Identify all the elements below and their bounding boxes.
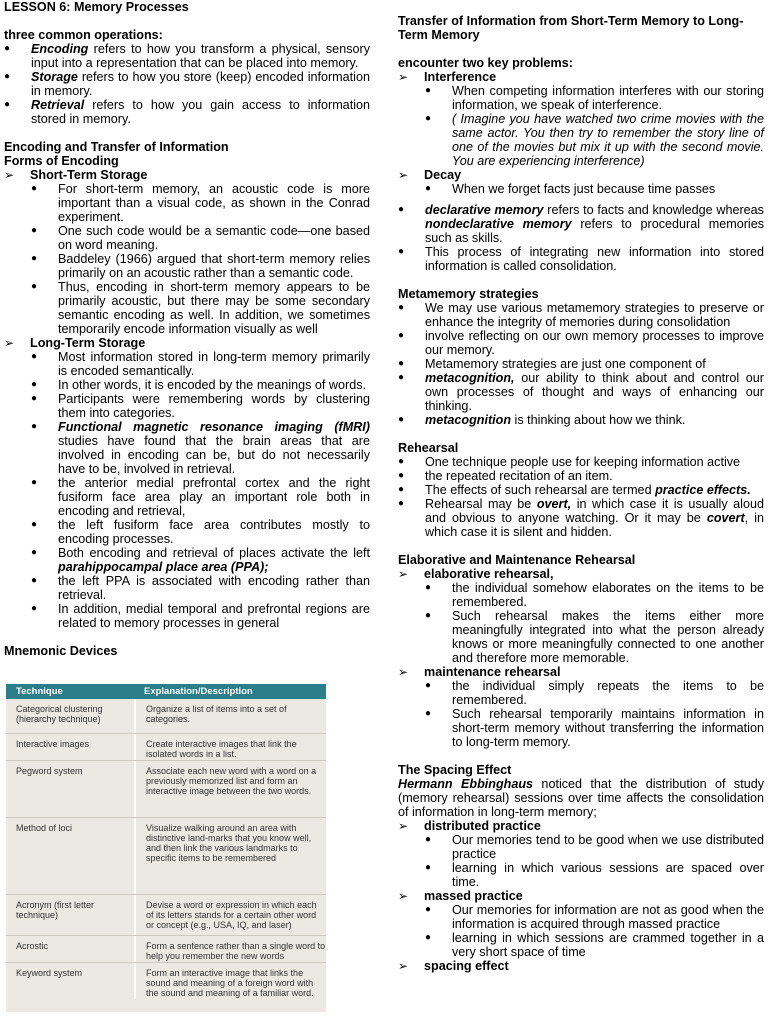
list-item: ● Baddeley (1966) argued that short-term memory relies primarily on an acoustic rather than a semantic code. bbox=[4, 252, 370, 280]
list-item: ● Such rehearsal temporarily maintains information in short-term memory without transferring the information to long-term memory. bbox=[398, 707, 764, 749]
list-item: ● the anterior medial prefrontal cortex and the right fusiform face area play an important role both in encoding and retrieval, bbox=[4, 476, 370, 518]
table-row: Interactive images Create interactive images that link the isolated words in a list. bbox=[6, 734, 326, 761]
list-item: ● declarative memory refers to facts and knowledge whereas nondeclarative memory refers to procedural memories such as skills. bbox=[398, 203, 764, 245]
short-term-heading: ➢ Short-Term Storage bbox=[4, 168, 370, 182]
table-row: Acrostic Form a sentence rather than a single word to help you remember the new words bbox=[6, 936, 326, 963]
list-item: ● When competing information interferes with our storing information, we speak of interference. bbox=[398, 84, 764, 112]
encoding-heading: Encoding and Transfer of Information bbox=[4, 140, 229, 154]
list-item: ● ( Imagine you have watched two crime movies with the same actor. You then try to remember the story line of one of the movies but mix it up with the second movie. You are experiencing interference) bbox=[398, 112, 764, 168]
table-row: Pegword system Associate each new word with a word on a previously memorized list and form an interactive image between the two words. bbox=[6, 761, 326, 818]
transfer-heading: Transfer of Information from Short-Term Memory to Long-Term Memory bbox=[398, 14, 744, 42]
maintenance-heading: ➢ maintenance rehearsal bbox=[398, 665, 764, 679]
left-column bbox=[4, 0, 370, 658]
list-item: ● For short-term memory, an acoustic code is more important than a visual code, as shown in the Conrad experiment. bbox=[4, 182, 370, 224]
header-technique: Technique bbox=[16, 686, 63, 697]
list-item: ● the individual somehow elaborates on the items to be remembered. bbox=[398, 581, 764, 609]
list-item: ● Thus, encoding in short-term memory appears to be primarily acoustic, but there may be some secondary semantic encoding as well. In addition, we sometimes temporarily encode information visually as well bbox=[4, 280, 370, 336]
list-item: ● metacognition is thinking about how we think. bbox=[398, 413, 764, 427]
metamemory-list bbox=[398, 301, 764, 427]
table-header bbox=[6, 684, 326, 699]
elab-maint-heading: Elaborative and Maintenance Rehearsal bbox=[398, 553, 636, 567]
right-column bbox=[398, 14, 764, 973]
list-item: ● The effects of such rehearsal are termed practice effects. bbox=[398, 483, 764, 497]
table-row: Categorical clustering (hierarchy technique) Organize a list of items into a set of categories. bbox=[6, 699, 326, 734]
list-item: ● the left fusiform face area contributes mostly to encoding processes. bbox=[4, 518, 370, 546]
list-item: ● Functional magnetic resonance imaging (fMRI) studies have found that the brain areas that are involved in encoding can be, but do not necessarily have to be, involved in retrieval. bbox=[4, 420, 370, 476]
long-term-heading: ➢ Long-Term Storage bbox=[4, 336, 370, 350]
list-item: ● This process of integrating new information into stored information is called consolidation. bbox=[398, 245, 764, 273]
list-item: ● Most information stored in long-term memory primarily is encoded semantically. bbox=[4, 350, 370, 378]
massed-heading: ➢ massed practice bbox=[398, 889, 764, 903]
list-item: ● learning in which sessions are crammed together in a very short space of time bbox=[398, 931, 764, 959]
problems-heading: encounter two key problems: bbox=[398, 56, 573, 70]
list-item: ● When we forget facts just because time passes bbox=[398, 182, 764, 196]
mnemonic-table bbox=[6, 684, 326, 1012]
massed-list bbox=[398, 903, 764, 959]
three-ops-heading: three common operations: bbox=[4, 28, 163, 42]
list-item: ● Retrieval refers to how you gain access to information stored in memory. bbox=[4, 98, 370, 126]
table-row: Acronym (first letter technique) Devise a word or expression in which each of its letters stands for a certain other word or concept (e.g., USA, IQ, and laser) bbox=[6, 895, 326, 936]
spacing-heading: The Spacing Effect bbox=[398, 763, 512, 777]
lesson-title: LESSON 6: Memory Processes bbox=[4, 0, 189, 14]
distributed-list bbox=[398, 833, 764, 889]
table-row: Keyword system Form an interactive image that links the sound and meaning of a foreign word with the sound and meaning of a familiar word. bbox=[6, 963, 326, 999]
interference-list bbox=[398, 84, 764, 168]
list-item: ● Encoding refers to how you transform a physical, sensory input into a representation that can be placed into memory. bbox=[4, 42, 370, 70]
list-item: ● involve reflecting on our own memory processes to improve our memory. bbox=[398, 329, 764, 357]
interference-heading: ➢ Interference bbox=[398, 70, 764, 84]
list-item: ● In other words, it is encoded by the meanings of words. bbox=[4, 378, 370, 392]
metamemory-heading: Metamemory strategies bbox=[398, 287, 539, 301]
operations-list bbox=[4, 42, 370, 126]
list-item: ● One such code would be a semantic code—one based on word meaning. bbox=[4, 224, 370, 252]
spacing-effect-heading: ➢ spacing effect bbox=[398, 959, 764, 973]
list-item: ● the left PPA is associated with encoding rather than retrieval. bbox=[4, 574, 370, 602]
header-explanation: Explanation/Description bbox=[144, 686, 253, 697]
list-item: ● Rehearsal may be overt, in which case it is usually aloud and obvious to anyone watching. Or it may be covert, in which case it is silent and hidden. bbox=[398, 497, 764, 539]
decay-heading: ➢ Decay bbox=[398, 168, 764, 182]
list-item: ● One technique people use for keeping information active bbox=[398, 455, 764, 469]
list-item: ● We may use various metamemory strategies to preserve or enhance the integrity of memories during consolidation bbox=[398, 301, 764, 329]
list-item: ● In addition, medial temporal and prefrontal regions are related to memory processes in general bbox=[4, 602, 370, 630]
elaborative-list bbox=[398, 581, 764, 665]
table-row: Method of loci Visualize walking around an area with distinctive land-marks that you know well, and then link the various landmarks to specific items to be remembered bbox=[6, 818, 326, 895]
list-item: ● the individual simply repeats the items to be remembered. bbox=[398, 679, 764, 707]
list-item: ● Storage refers to how you store (keep) encoded information in memory. bbox=[4, 70, 370, 98]
elaborative-heading: ➢ elaborative rehearsal, bbox=[398, 567, 764, 581]
maintenance-list bbox=[398, 679, 764, 749]
rehearsal-heading: Rehearsal bbox=[398, 441, 459, 455]
list-item: ● Participants were remembering words by clustering them into categories. bbox=[4, 392, 370, 420]
forms-heading: Forms of Encoding bbox=[4, 154, 119, 168]
decay-list bbox=[398, 182, 764, 196]
list-item: ● the repeated recitation of an item. bbox=[398, 469, 764, 483]
ebbinghaus-paragraph: Hermann Ebbinghaus noticed that the distribution of study (memory rehearsal) sessions over time affects the consolidation of information in long-term memory; bbox=[398, 777, 765, 819]
list-item: ● Our memories for information are not as good when the information is acquired through massed practice bbox=[398, 903, 764, 931]
list-item: ● Our memories tend to be good when we use distributed practice bbox=[398, 833, 764, 861]
list-item: ● learning in which various sessions are spaced over time. bbox=[398, 861, 764, 889]
mnemonic-heading: Mnemonic Devices bbox=[4, 644, 118, 658]
list-item: ● Metamemory strategies are just one component of bbox=[398, 357, 764, 371]
rehearsal-list bbox=[398, 455, 764, 539]
memory-types-list bbox=[398, 203, 764, 273]
short-term-list bbox=[4, 182, 370, 336]
list-item: ● Both encoding and retrieval of places activate the left parahippocampal place area (PPA); bbox=[4, 546, 370, 574]
distributed-heading: ➢ distributed practice bbox=[398, 819, 764, 833]
list-item: ● Such rehearsal makes the items either more meaningfully integrated into what the person already knows or more meaningfully connected to one another and therefore more memorable. bbox=[398, 609, 764, 665]
long-term-list bbox=[4, 350, 370, 630]
list-item: ● metacognition, our ability to think about and control our own processes of thought and ways of enhancing our thinking. bbox=[398, 371, 764, 413]
